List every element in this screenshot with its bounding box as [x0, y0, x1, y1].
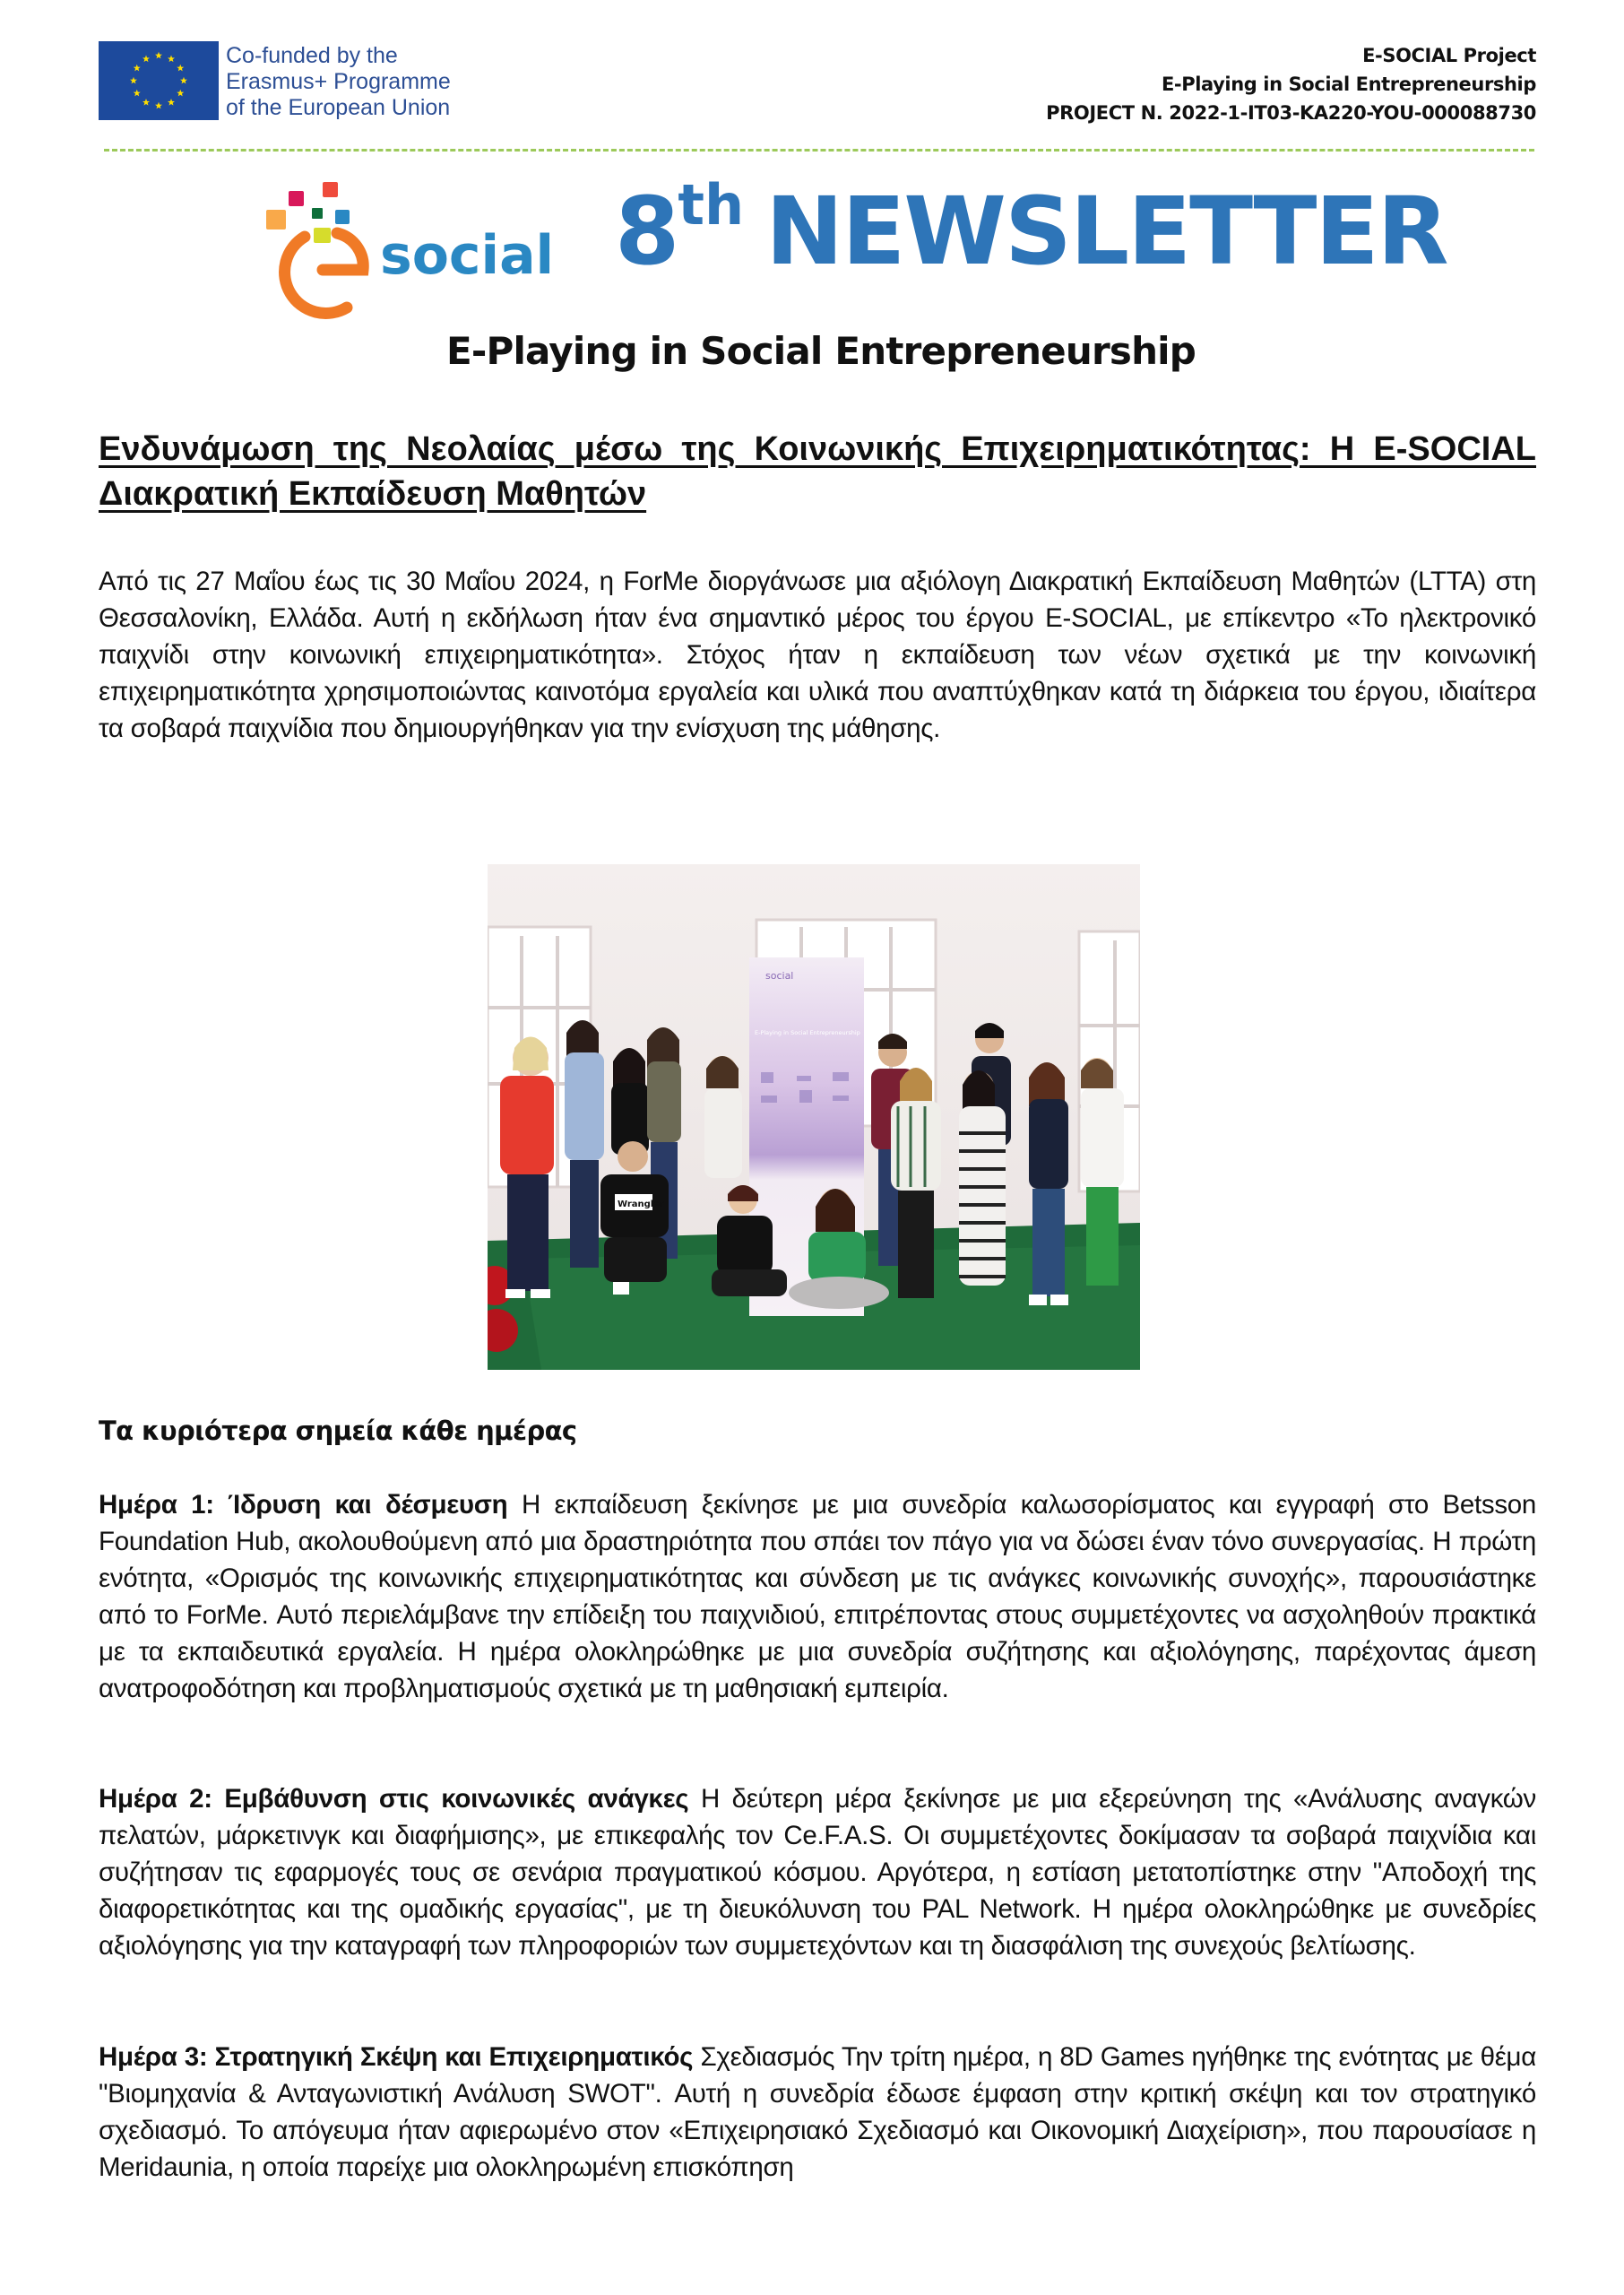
day-paragraph: [99, 2039, 1536, 2186]
issue-number: 8: [615, 177, 678, 286]
person: [891, 1068, 941, 1298]
highlights-heading: Τα κυριότερα σημεία κάθε ημέρας: [99, 1416, 577, 1446]
project-subtitle: E-Playing in Social Entrepreneurship: [1161, 74, 1536, 95]
banner-logo-text: social: [765, 970, 794, 982]
banner-text: E-Playing in Social Entrepreneurship: [755, 1029, 860, 1036]
day-title: Ημέρα 2: Εμβάθυνση στις κοινωνικές ανάγκες: [99, 1784, 689, 1814]
person: [611, 1048, 649, 1155]
eu-flag-logo: [99, 41, 219, 120]
day-title: Ημέρα 1: Ίδρυση και δέσμευση: [99, 1490, 508, 1520]
eu-stars-icon: [99, 41, 219, 120]
eu-text-line: Erasmus+ Programme: [226, 69, 451, 94]
logo-text: social: [380, 224, 555, 287]
intro-paragraph: Από τις 27 Μαΐου έως τις 30 Μαΐου 2024, η ForMe διοργάνωσε μια αξιόλογη Διακρατική Εκπαίδευση Μαθητών (LTTA) στη Θεσσαλονίκη, Ελλάδα. Αυτή η εκδήλωση ήταν ένα σημαντικό μέρος του έργου E-SOCIAL, με επίκεντρο «Το ηλεκτρονικό παιχνίδι στην κοινωνική επιχειρηματικότητα». Στόχος ήταν η εκπαίδευση των νέων σχετικά με την κοινωνική επιχειρηματικότητα χρησιμοποιώντας καινοτόμα εργαλεία και υλικά που αναπτύχθηκαν κατά τη διάρκεια του έργου, ιδιαίτερα τα σοβαρά παιχνίδια που δημιουργήθηκαν για την ενίσχυση της μάθησης.: [99, 567, 1536, 743]
person: [565, 1020, 604, 1268]
newsletter-subtitle: E-Playing in Social Entrepreneurship: [445, 329, 1196, 373]
eu-text-line: Co-funded by the: [226, 43, 398, 68]
person: [1029, 1062, 1068, 1305]
article-title: Ενδυνάμωση της Νεολαίας μέσω της Κοινωνικής Επιχειρηματικότητας: Η E-SOCIAL Διακρατική Εκπαίδευση Μαθητών: [99, 430, 1536, 513]
project-number: PROJECT N. 2022-1-IT03-KA220-YOU-000088730: [1046, 102, 1536, 124]
newsletter-title: [615, 172, 1447, 286]
logo-square: [289, 191, 304, 206]
issue-suffix: th: [678, 172, 745, 238]
project-name: E-SOCIAL Project: [1362, 45, 1536, 66]
header-divider: [104, 149, 1534, 152]
logo-square: [323, 182, 338, 197]
group-photo: [488, 864, 1140, 1370]
person: [1081, 1058, 1124, 1286]
esocial-logo: [262, 178, 566, 325]
project-info: [1046, 41, 1536, 127]
day-text: Η δεύτερη μέρα ξεκίνησε με μια εξερεύνηση της «Ανάλυσης αναγκών πελατών, μάρκετινγκ και διαφήμισης», με επικεφαλής τον Ce.F.A.S. Οι συμμετέχοντες δοκίμασαν τα σοβαρά παιχνίδια και συζήτησαν τις εφαρμογές τους σε σενάρια πραγματικού κόσμου. Αργότερα, η εστίαση μετατοπίστηκε στην "Αποδοχή της διαφορετικότητας και της ομαδικής εργασίας", με τη διευκόλυνση του PAL Network. Η ημέρα ολοκληρώθηκε με συνεδρίες αξιολόγησης για την καταγραφή των πληροφοριών των συμμετεχόντων και τη διασφάλιση της συνεχούς βελτίωσης.: [99, 1784, 1536, 1961]
logo-square: [314, 228, 331, 243]
eu-text-line: of the European Union: [226, 95, 451, 120]
logo-square: [312, 208, 323, 219]
day-paragraph: [99, 1486, 1536, 1707]
day-paragraph: [99, 1780, 1536, 1964]
person: [704, 1056, 742, 1178]
eu-cofunded-text: [226, 43, 451, 121]
newsletter-word: NEWSLETTER: [765, 177, 1447, 286]
page-header: [99, 41, 1536, 149]
logo-square: [266, 210, 286, 230]
tshirt-text: Wrangler: [618, 1199, 664, 1209]
day-text: Σχεδιασμός Την τρίτη ημέρα, η 8D Games ηγήθηκε της ενότητας με θέμα "Βιομηχανία & Ανταγωνιστική Ανάλυση SWOT". Αυτή η συνεδρία έδωσε έμφαση στην κριτική σκέψη και τον στρατηγικό σχεδιασμό. Το απόγευμα ήταν αφιερωμένο στον «Επιχειρησιακό Σχεδιασμό και Οικονομική Διαχείριση», που παρουσίασε η Meridaunia, η οποία παρείχε μια ολοκληρωμένη επισκόπηση: [99, 2042, 1536, 2182]
day-text: Η εκπαίδευση ξεκίνησε με μια συνεδρία καλωσορίσματος και εγγραφή στο Betsson Foundation Hub, ακολουθούμενη από μια δραστηριότητα που σπάει τον πάγο για να δώσει έναν τόνο συνεργασίας. Η πρώτη ενότητα, «Ορισμός της κοινωνικής επιχειρηματικότητας και σύνδεση με τις ανάγκες κοινωνικής συνοχής», παρουσιάστηκε από το ForMe. Αυτό περιελάμβανε την επίδειξη του παιχνιδιού, επιτρέποντας στους συμμετέχοντες να ασχοληθούν πρακτικά με τα εκπαιδευτικά εργαλεία. Η ημέρα ολοκληρώθηκε με μια συνεδρία συζήτησης και αξιολόγησης, παρέχοντας άμεση ανατροφοδότηση και προβληματισμούς σχετικά με τη μαθησιακή εμπειρία.: [99, 1490, 1537, 1703]
day-title: Ημέρα 3: Στρατηγική Σκέψη και Επιχειρηματικός: [99, 2042, 694, 2072]
logo-square: [335, 210, 350, 224]
